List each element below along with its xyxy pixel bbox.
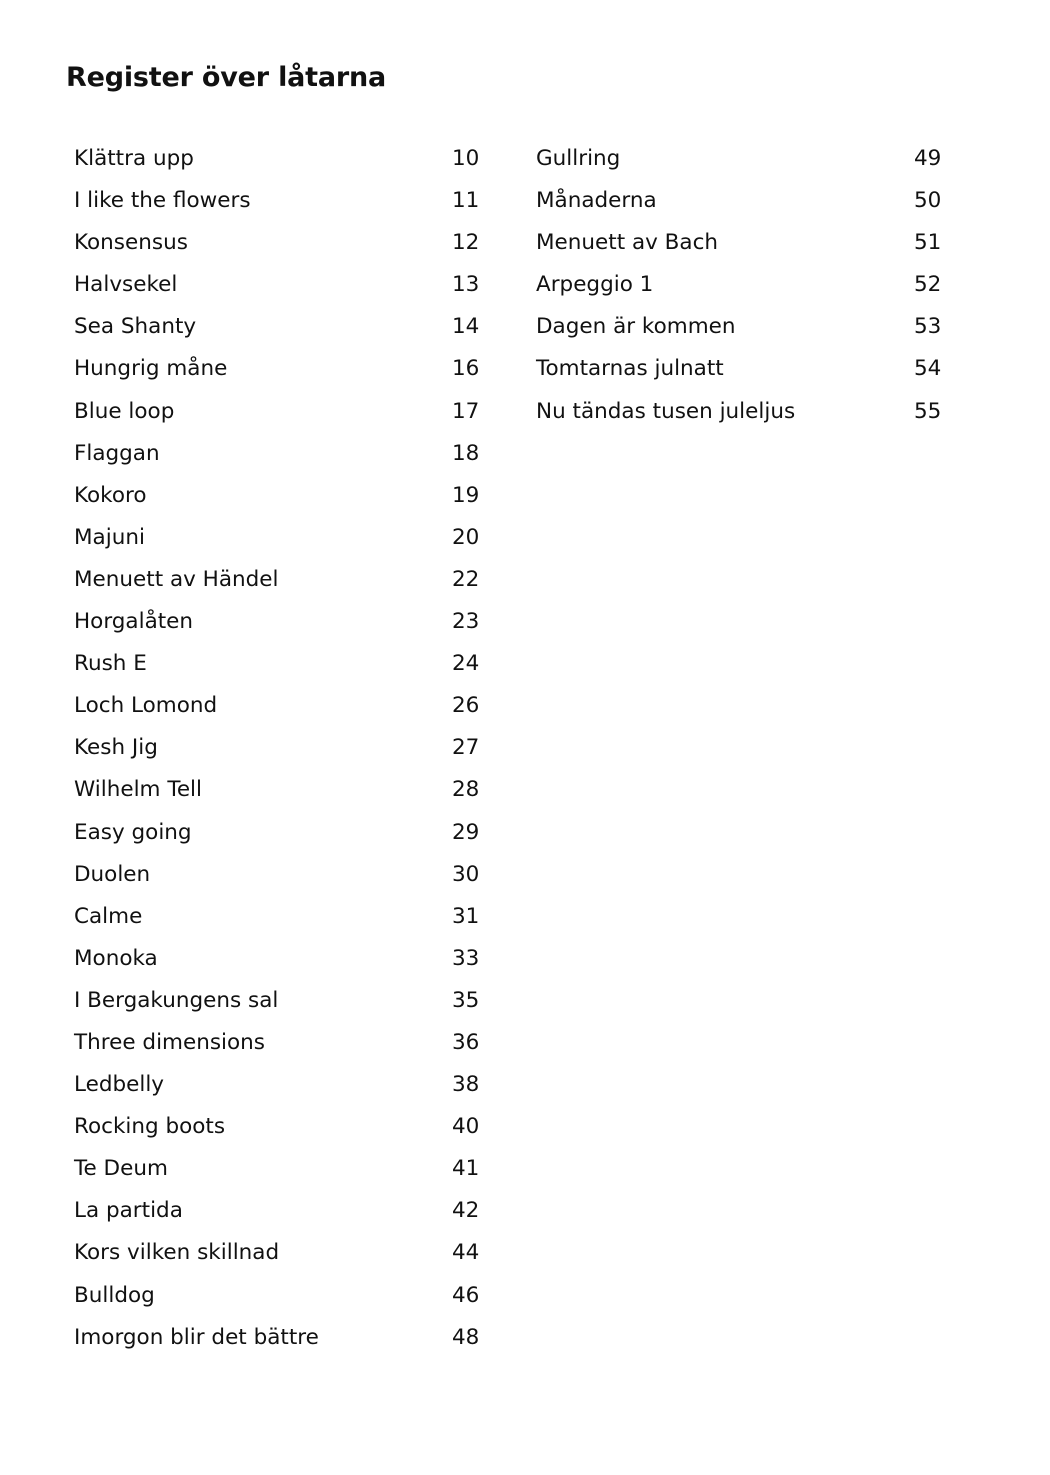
index-entry — [536, 306, 942, 348]
index-entry — [74, 938, 480, 980]
index-entry — [74, 685, 480, 727]
song-title: Tomtarnas julnatt — [536, 356, 724, 382]
page-number: 52 — [914, 272, 942, 298]
song-title: Horgalåten — [74, 609, 194, 635]
page-number: 42 — [452, 1198, 480, 1224]
index-entry — [74, 727, 480, 769]
song-title: Månaderna — [536, 188, 657, 214]
page-number: 18 — [452, 440, 480, 466]
song-title: Hungrig måne — [74, 356, 228, 382]
index-entry — [74, 306, 480, 348]
index-entry — [536, 222, 942, 264]
page-number: 26 — [452, 693, 480, 719]
page-number: 14 — [452, 314, 480, 340]
song-title: Ledbelly — [74, 1072, 165, 1098]
index-entry — [74, 559, 480, 601]
page-number: 13 — [452, 272, 480, 298]
page-number: 29 — [452, 819, 480, 845]
song-title: Imorgon blir det bättre — [74, 1324, 319, 1350]
page-number: 50 — [914, 188, 942, 214]
index-entry — [74, 1275, 480, 1317]
song-title: I Bergakungens sal — [74, 987, 279, 1013]
index-entry — [74, 812, 480, 854]
song-title: Gullring — [536, 146, 621, 171]
page-number: 48 — [452, 1324, 480, 1350]
index-entry — [74, 1232, 480, 1274]
page-number: 20 — [452, 524, 480, 550]
page-number: 11 — [452, 188, 480, 214]
page-number: 30 — [452, 861, 480, 887]
page-number: 53 — [914, 314, 942, 340]
index-entry — [74, 769, 480, 811]
page-number: 55 — [914, 398, 942, 424]
index-entry — [536, 391, 942, 433]
song-title: Calme — [74, 903, 143, 929]
index-entry — [536, 138, 942, 180]
song-title: Monoka — [74, 945, 158, 971]
page-number: 23 — [452, 609, 480, 635]
page-number: 35 — [452, 987, 480, 1013]
index-entry — [74, 1064, 480, 1106]
index-column-right — [536, 138, 942, 433]
song-title: Bulldog — [74, 1282, 155, 1308]
page-number: 41 — [452, 1156, 480, 1182]
page-number: 33 — [452, 945, 480, 971]
song-title: La partida — [74, 1198, 183, 1224]
song-title: Duolen — [74, 861, 151, 887]
page-title: Register över låtarna — [66, 62, 387, 93]
page-number: 38 — [452, 1072, 480, 1098]
song-title: Wilhelm Tell — [74, 777, 202, 803]
index-entry — [536, 348, 942, 390]
index-entry — [74, 222, 480, 264]
song-title: Arpeggio 1 — [536, 272, 654, 298]
page-number: 17 — [452, 398, 480, 424]
index-entry — [74, 643, 480, 685]
index-entry — [74, 896, 480, 938]
song-title: Te Deum — [74, 1156, 168, 1182]
index-entry — [536, 264, 942, 306]
song-title: Sea Shanty — [74, 314, 197, 340]
song-title: Three dimensions — [74, 1029, 265, 1055]
song-title: Nu tändas tusen juleljus — [536, 398, 796, 424]
index-entry — [74, 601, 480, 643]
song-title: Menuett av Bach — [536, 230, 719, 256]
index-entry — [74, 138, 480, 180]
song-title: Kesh Jig — [74, 735, 158, 761]
index-entry — [74, 433, 480, 475]
song-title: Blue loop — [74, 398, 175, 424]
song-title: Flaggan — [74, 440, 160, 466]
index-entry — [74, 348, 480, 390]
index-entry — [74, 1022, 480, 1064]
page-number: 40 — [452, 1114, 480, 1140]
page-number: 31 — [452, 903, 480, 929]
index-entry — [74, 475, 480, 517]
song-title: Majuni — [74, 524, 145, 550]
song-title: Kokoro — [74, 482, 147, 508]
page-number: 27 — [452, 735, 480, 761]
song-title: Rocking boots — [74, 1114, 226, 1140]
page-number: 46 — [452, 1282, 480, 1308]
page-number: 12 — [452, 230, 480, 256]
index-entry — [536, 180, 942, 222]
page-number: 44 — [452, 1240, 480, 1266]
index-entry — [74, 391, 480, 433]
song-title: Kors vilken skillnad — [74, 1240, 280, 1266]
index-column-left — [74, 138, 480, 1359]
page-number: 22 — [452, 566, 480, 592]
song-title: Halvsekel — [74, 272, 178, 298]
index-entry — [74, 264, 480, 306]
page-number: 51 — [914, 230, 942, 256]
song-title: Dagen är kommen — [536, 314, 736, 340]
index-entry — [74, 1148, 480, 1190]
page-number: 54 — [914, 356, 942, 382]
song-title: Menuett av Händel — [74, 566, 279, 592]
page-number: 24 — [452, 651, 480, 677]
song-title: Rush E — [74, 651, 147, 677]
page-number: 19 — [452, 482, 480, 508]
song-title: Loch Lomond — [74, 693, 218, 719]
index-entry — [74, 1106, 480, 1148]
index-entry — [74, 980, 480, 1022]
page-number: 10 — [452, 146, 480, 171]
page-number: 28 — [452, 777, 480, 803]
index-entry — [74, 517, 480, 559]
page-number: 36 — [452, 1029, 480, 1055]
page-number: 16 — [452, 356, 480, 382]
song-title: Klättra upp — [74, 146, 194, 171]
song-title: Easy going — [74, 819, 192, 845]
index-entry — [74, 1190, 480, 1232]
index-entry — [74, 854, 480, 896]
song-title: I like the flowers — [74, 188, 251, 214]
song-title: Konsensus — [74, 230, 188, 256]
page-number: 49 — [914, 146, 942, 171]
index-entry — [74, 180, 480, 222]
index-entry — [74, 1317, 480, 1359]
